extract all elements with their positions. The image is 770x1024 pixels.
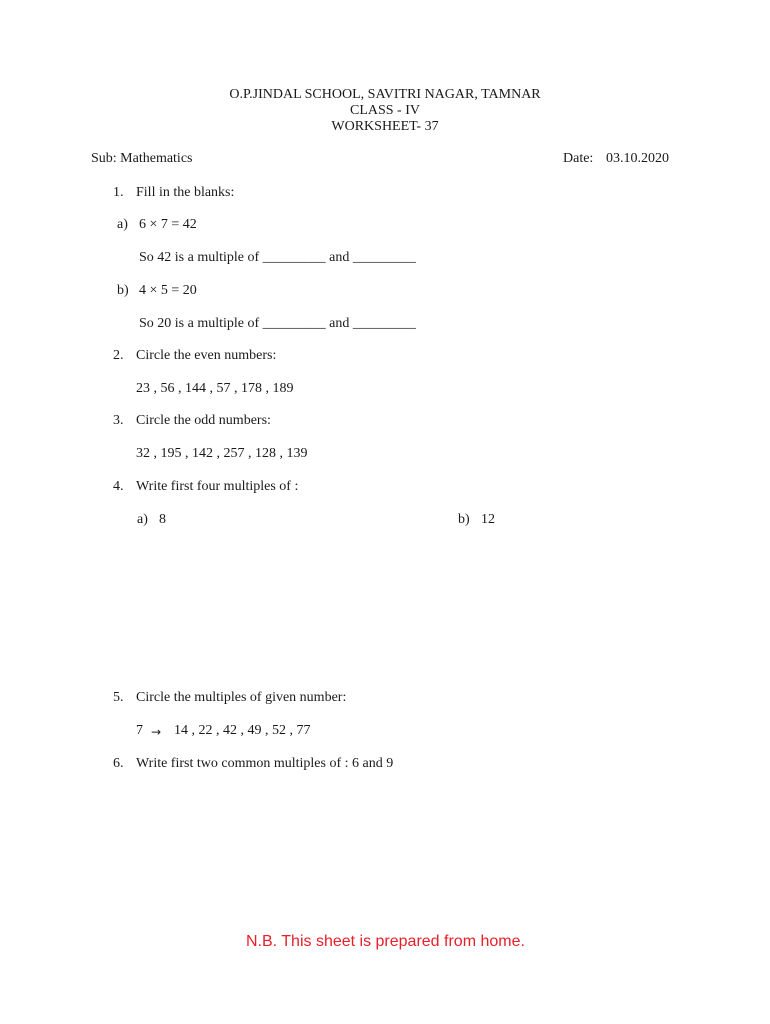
q6-number: 6. (113, 756, 124, 771)
q4-number: 4. (113, 479, 124, 494)
arrow-right-icon: → (151, 725, 162, 739)
q1-number: 1. (113, 185, 124, 200)
q2-numbers: 23 , 56 , 144 , 57 , 178 , 189 (136, 381, 294, 396)
school-name: O.P.JINDAL SCHOOL, SAVITRI NAGAR, TAMNAR (229, 87, 541, 102)
class-label: CLASS - IV (349, 103, 420, 118)
q2-number: 2. (113, 348, 124, 363)
q3-number: 3. (113, 413, 124, 428)
q1a-equation: 6 × 7 = 42 (139, 217, 197, 232)
q4b-label: b) (458, 512, 470, 527)
q5-text: Circle the multiples of given number: (136, 690, 347, 705)
date-label: Date: (563, 151, 594, 166)
q4-text: Write first four multiples of : (136, 479, 299, 494)
q4b-value: 12 (481, 512, 495, 527)
q4a-label: a) (137, 512, 148, 527)
subject-label: Sub: Mathematics (91, 151, 193, 166)
q1b-sentence: So 20 is a multiple of _________ and _________ (139, 316, 416, 331)
q3-text: Circle the odd numbers: (136, 413, 271, 428)
q1-text: Fill in the blanks: (136, 185, 235, 200)
q6-text: Write first two common multiples of : 6 and 9 (136, 756, 394, 771)
q1a-label: a) (117, 217, 128, 232)
q2-text: Circle the even numbers: (136, 348, 277, 363)
q1b-equation: 4 × 5 = 20 (139, 283, 197, 298)
footer-note: N.B. This sheet is prepared from home. (246, 933, 525, 950)
q5-base: 7 (136, 723, 143, 738)
q5-number: 5. (113, 690, 124, 705)
q1b-label: b) (117, 283, 129, 298)
date-value: 03.10.2020 (606, 151, 669, 166)
worksheet-title: WORKSHEET- 37 (331, 119, 439, 134)
q3-numbers: 32 , 195 , 142 , 257 , 128 , 139 (136, 446, 308, 461)
q5-numbers: 14 , 22 , 42 , 49 , 52 , 77 (174, 723, 311, 738)
q1a-sentence: So 42 is a multiple of _________ and _________ (139, 250, 416, 265)
q4a-value: 8 (159, 512, 166, 527)
